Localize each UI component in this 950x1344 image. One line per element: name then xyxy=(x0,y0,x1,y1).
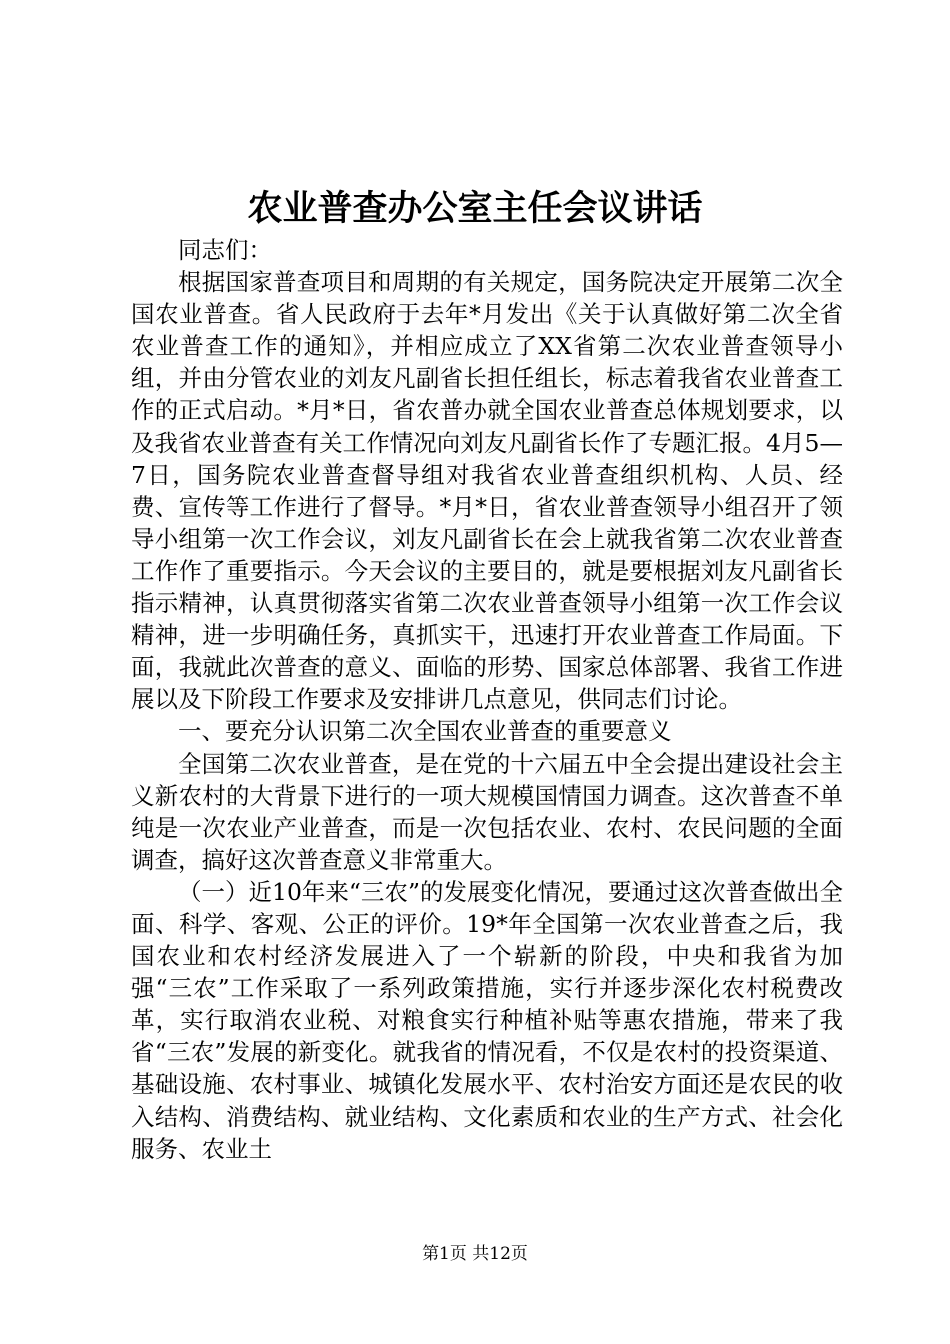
section-paragraph: 全国第二次农业普查，是在党的十六届五中全会提出建设社会主义新农村的大背景下进行的一项大规模国情国力调查。这次普查不单纯是一次农业产业普查，而是一次包括农业、农村、农民问题的全面调查，搞好这次普查意义非常重大。 xyxy=(131,749,843,874)
section-heading: 一、要充分认识第二次全国农业普查的重要意义 xyxy=(178,717,672,746)
salutation-paragraph: 同志们： xyxy=(178,236,272,264)
document-title: 农业普查办公室主任会议讲话 xyxy=(247,188,703,229)
intro-paragraph: 根据国家普查项目和周期的有关规定，国务院决定开展第二次全国农业普查。省人民政府于去年*月发出《关于认真做好第二次全省农业普查工作的通知》，并相应成立了XX省第二次农业普查领导小组，并由分管农业的刘友凡副省长担任组长，标志着我省农业普查工作的正式启动。*月*日，省农普办就全国农业普查总体规划要求，以及我省农业普查有关工作情况向刘友凡副省长作了专题汇报。4月5—7日，国务院农业普查督导组对我省农业普查组织机构、人员、经费、宣传等工作进行了督导。*月*日，省农业普查领导小组召开了领导小组第一次工作会议，刘友凡副省长在会上就我省第二次农业普查工作作了重要指示。今天会议的主要目的，就是要根据刘友凡副省长指示精神，认真贯彻落实省第二次农业普查领导小组第一次工作会议精神，进一步明确任务，真抓实干，迅速打开农业普查工作局面。下面，我就此次普查的意义、面临的形势、国家总体部署、我省工作进展以及下阶段工作要求及安排讲几点意见，供同志们讨论。 xyxy=(131,268,843,714)
page-number-footer: 第1页 共12页 xyxy=(422,1244,528,1264)
subsection-paragraph: （一）近10年来“三农”的发展变化情况，要通过这次普查做出全面、科学、客观、公正的评价。19*年全国第一次农业普查之后，我国农业和农村经济发展进入了一个崭新的阶段，中央和我省为加强“三农”工作采取了一系列政策措施，实行并逐步深化农村税费改革，实行取消农业税、对粮食实行种植补贴等惠农措施，带来了我省“三农”发展的新变化。就我省的情况看，不仅是农村的投资渠道、基础设施、农村事业、城镇化发展水平、农村治安方面还是农民的收入结构、消费结构、就业结构、文化素质和农业的生产方式、社会化服务、农业土 xyxy=(131,877,843,1163)
document-body xyxy=(131,234,843,1165)
